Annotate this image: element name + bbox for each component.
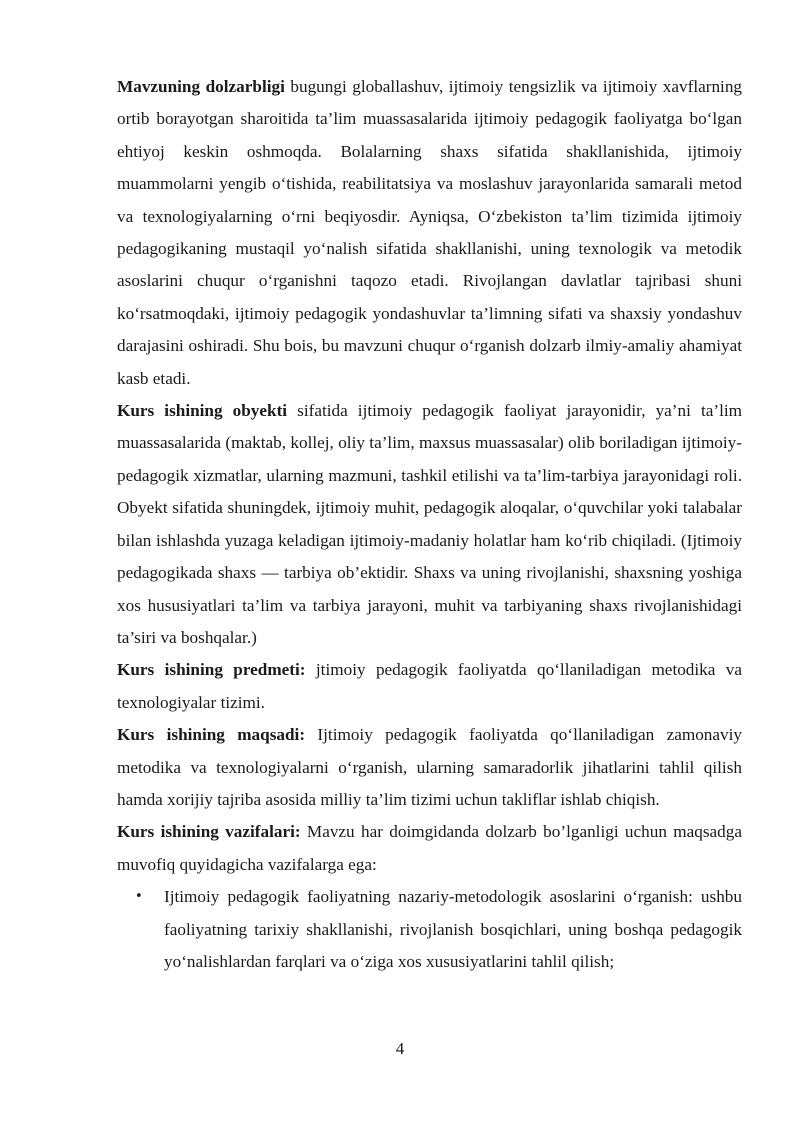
list-item-text: Ijtimoiy pedagogik faoliyatning nazariy-metodologik asoslarini o‘rganish: ushbu faoliyatning tarixiy shakllanishi, rivojlanish bosqichlari, uning boshqa pedagogik yo‘nalishlardan farqlari va o‘ziga xos xususiyatlarini tahlil qilish; (164, 887, 742, 971)
paragraph-text: jtimoiy pedagogik faoliyatda qo‘llaniladigan metodika va texnologiyalar tizimi. (117, 660, 743, 712)
paragraph-text: Ijtimoiy pedagogik faoliyatda qo‘llaniladigan zamonaviy metodika va texnologiyalarni o‘rganish, ularning samaradorlik jihatlarini tahlil qilish hamda xorijiy tajriba asosida milliy ta’lim tizimi uchun takliflar ishlab chiqish. (117, 725, 742, 809)
page-number: 4 (395, 1039, 405, 1058)
paragraph-lead: Kurs ishining obyekti (117, 401, 288, 421)
paragraph-relevance (117, 71, 742, 395)
paragraph-lead: Kurs ishining maqsadi: (117, 725, 306, 745)
paragraph-lead: Kurs ishining vazifalari: (117, 822, 301, 842)
paragraph-text: sifatida ijtimoiy pedagogik faoliyat jarayonidir, ya’ni ta’lim muassasalarida (maktab, kollej, oliy ta’lim, maxsus muassasalar) olib boriladigan ijtimoiy-pedagogik xizmatlar, ularning mazmuni, tashkil etilishi va ta’lim-tarbiya jarayonidagi roli. Obyekt sifatida shuningdek, ijtimoiy muhit, pedagogik aloqalar, o‘quvchilar yoki talabalar bilan ishlashda yuzaga keladigan ijtimoiy-madaniy holatlar ham ko‘rib chiqiladi. (Ijtimoiy pedagogikada shaxs — tarbiya ob’ektidir. Shaxs va uning rivojlanishi, shaxsning yoshiga xos hususiyatlari ta’lim va tarbiya jarayoni, muhit va tarbiyaning shaxs rivojlanishidagi ta’siri va boshqalar.) (117, 401, 742, 647)
paragraph-tasks (117, 816, 742, 881)
paragraph-subject (117, 654, 742, 719)
paragraph-object (117, 395, 742, 654)
bullet-icon: • (135, 889, 143, 905)
paragraph-text: Mavzu har doimgidanda dolzarb bo’lganligi uchun maqsadga muvofiq quyidagicha vazifalarga ega: (117, 822, 742, 874)
paragraph-text: bugungi globallashuv, ijtimoiy tengsizlik va ijtimoiy xavflarning ortib borayotgan sharoitida ta’lim muassasalarida ijtimoiy pedagogik faoliyatga bo‘lgan ehtiyoj keskin oshmoqda. Bolalarning shaxs sifatida shakllanishida, ijtimoiy muammolarni yengib o‘tishida, reabilitatsiya va moslashuv jarayonlarida samarali metod va texnologiyalarning o‘rni beqiyosdir. Ayniqsa, O‘zbekiston ta’lim tizimida ijtimoiy pedagogikaning mustaqil yo‘nalish sifatida shakllanishi, uning texnologik va metodik asoslarini chuqur o‘rganishni taqozo etadi. Rivojlangan davlatlar tajribasi shuni ko‘rsatmoqdaki, ijtimoiy pedagogik yondashuvlar ta’limning sifati va shaxsiy yondashuv darajasini oshiradi. Shu bois, bu mavzuni chuqur o‘rganish dolzarb ilmiy-amaliy ahamiyat kasb etadi. (117, 77, 743, 388)
paragraph-lead: Kurs ishining predmeti: (117, 660, 306, 680)
paragraph-lead: Mavzuning dolzarbligi (117, 77, 285, 96)
list-item (117, 881, 742, 978)
paragraph-goal (117, 719, 742, 816)
page-body (117, 71, 742, 978)
tasks-list (117, 881, 742, 978)
